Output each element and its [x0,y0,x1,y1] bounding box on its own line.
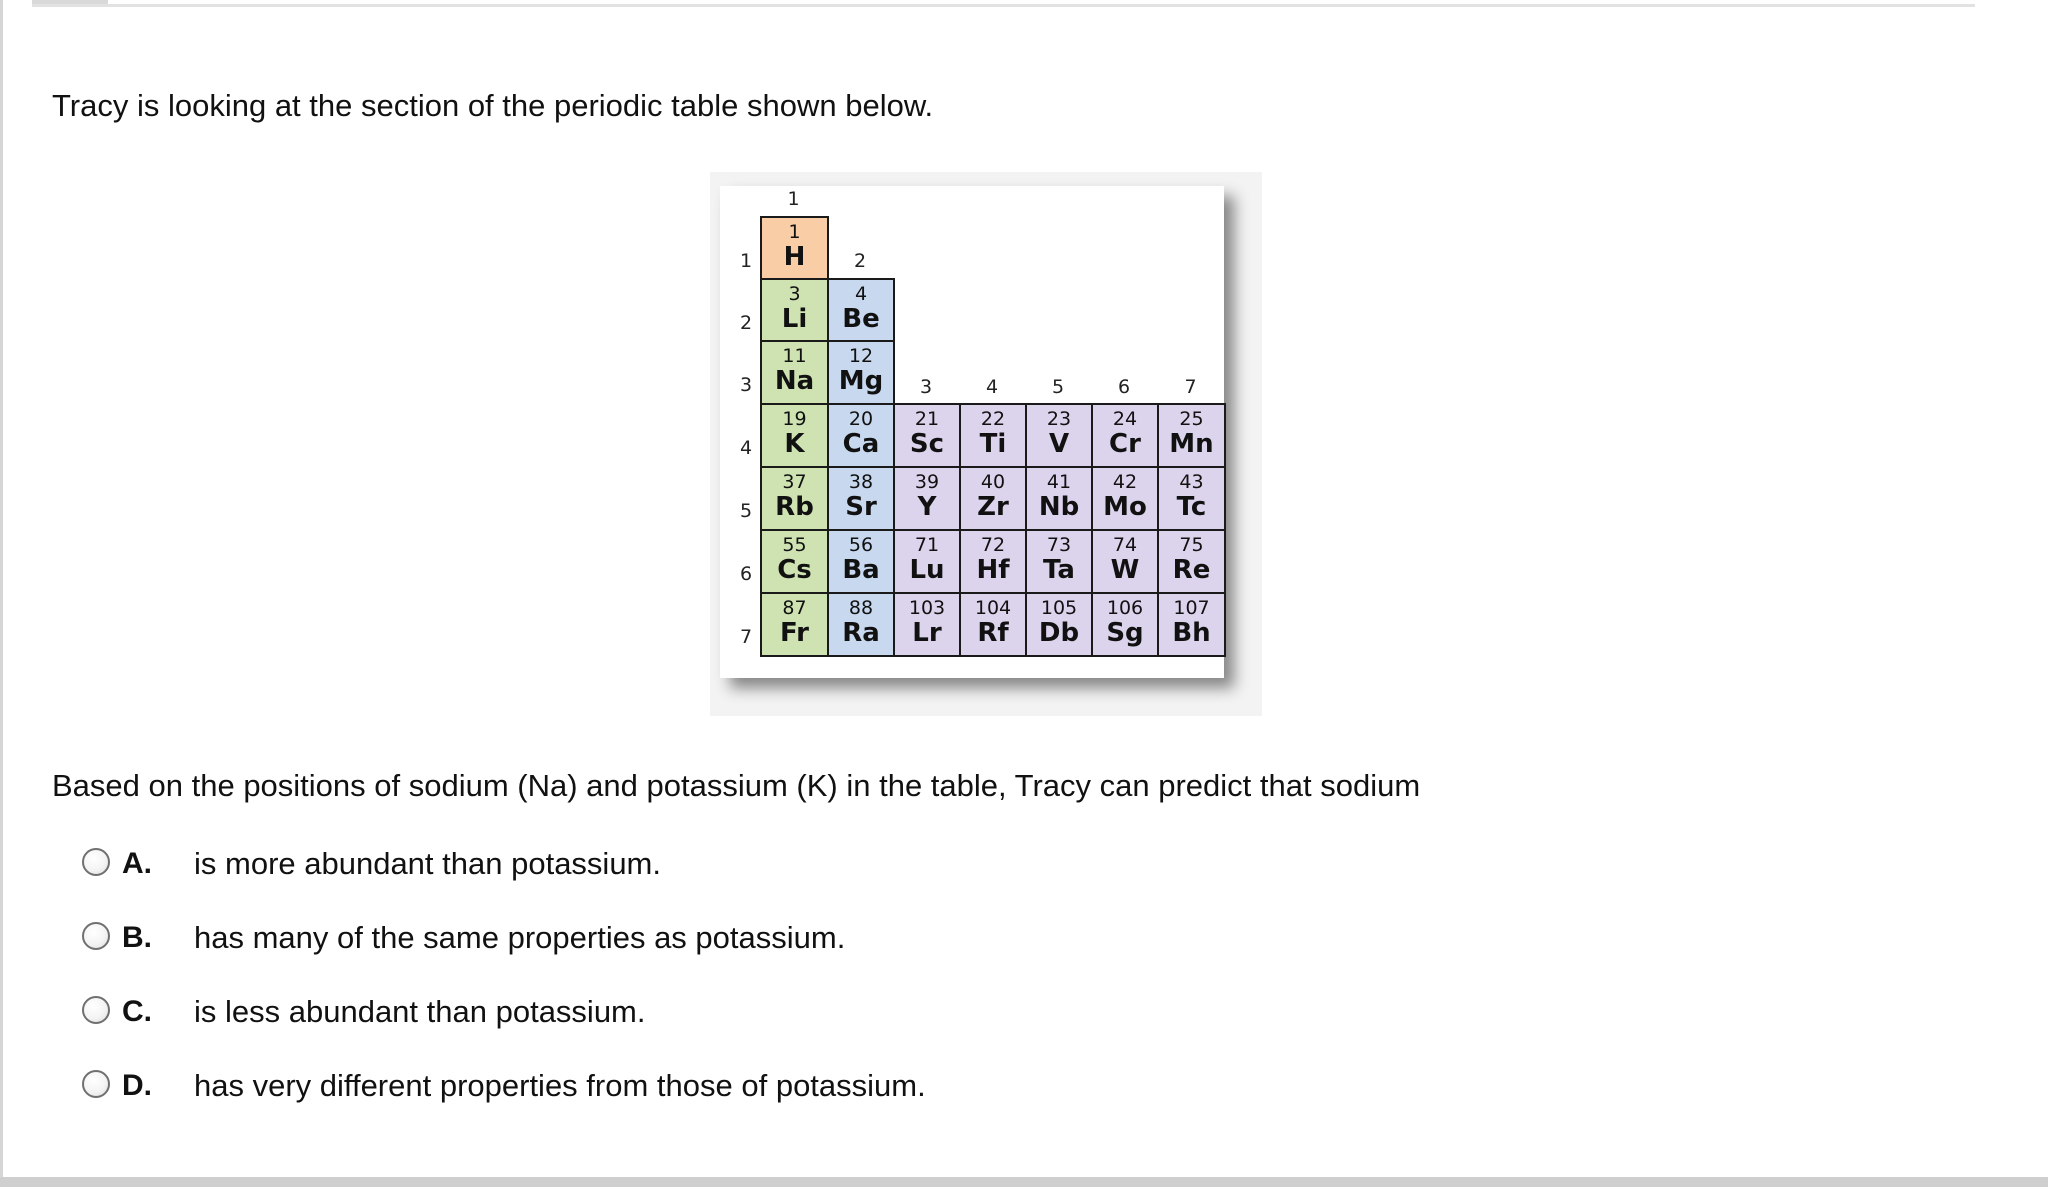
element-be [827,278,895,343]
atomic-number: 40 [980,471,1006,493]
group-label-1: 1 [787,188,800,210]
element-symbol: Sc [909,429,945,459]
element-lu [893,529,961,594]
question-prompt: Based on the positions of sodium (Na) and potassium (K) in the table, Tracy can predict that sodium [52,768,1421,803]
element-rb [760,466,829,531]
atomic-number: 23 [1046,408,1072,430]
element-symbol: Mo [1103,492,1147,522]
element-mo [1091,466,1159,531]
atomic-number: 43 [1179,471,1204,493]
element-nb [1025,466,1093,531]
element-symbol: Sg [1106,618,1144,648]
choice-a-letter: A. [122,847,152,880]
atomic-number: 88 [848,597,874,619]
element-cr [1091,403,1159,468]
group-label-4: 4 [985,376,999,398]
period-label-7: 7 [739,626,753,648]
element-symbol: Fr [780,618,809,648]
element-symbol: H [783,242,806,272]
element-cs [760,529,829,594]
element-symbol: Cr [1109,429,1141,459]
atomic-number: 12 [848,345,874,367]
element-sr [827,466,895,531]
atomic-number: 75 [1179,534,1204,556]
period-label-5: 5 [739,500,753,522]
atomic-number: 42 [1112,471,1138,493]
element-ti [959,403,1027,468]
atomic-number: 41 [1046,471,1072,493]
element-symbol: Li [781,304,808,334]
element-symbol: K [784,429,805,459]
atomic-number: 22 [980,408,1006,430]
element-ra [827,592,895,657]
question-text: Tracy is looking at the section of the periodic table shown below. [52,88,934,123]
element-db [1025,592,1093,657]
atomic-number: 37 [782,471,807,493]
atomic-number: 103 [908,597,946,619]
element-symbol: Be [842,304,880,334]
choice-d-text[interactable]: has very different properties from those of potassium. [194,1068,926,1103]
choice-d-letter: D. [122,1069,152,1102]
atomic-number: 104 [974,597,1012,619]
atomic-number: 56 [848,534,874,556]
bottom-scroll-bar [0,1177,2048,1187]
period-label-2: 2 [739,312,753,334]
element-symbol: Ba [842,555,880,585]
element-zr [959,466,1027,531]
element-symbol: Zr [977,492,1009,522]
atomic-number: 105 [1040,597,1078,619]
choice-b-text[interactable]: has many of the same properties as potassium. [194,920,846,955]
atomic-number: 11 [782,345,807,367]
radio-button-c[interactable] [82,996,110,1024]
element-mn [1157,403,1226,468]
element-symbol: V [1048,429,1070,459]
element-symbol: Hf [976,555,1010,585]
choice-c-text[interactable]: is less abundant than potassium. [194,994,646,1029]
period-label-6: 6 [739,563,753,585]
atomic-number: 3 [788,283,801,305]
group-label-2: 2 [853,250,867,272]
periodic-table [720,186,1224,678]
element-symbol: Tc [1176,492,1207,522]
element-symbol: Nb [1038,492,1080,522]
element-symbol: Ti [979,429,1007,459]
atomic-number: 73 [1046,534,1072,556]
period-label-1: 1 [739,250,753,272]
group-label-6: 6 [1117,376,1131,398]
element-h [760,216,829,281]
element-na [760,340,829,405]
atomic-number: 107 [1173,597,1210,619]
element-lr [893,592,961,657]
element-li [760,278,829,343]
period-label-3: 3 [739,374,753,396]
element-fr [760,592,829,657]
element-ca [827,403,895,468]
element-symbol: Ra [842,618,880,648]
element-sc [893,403,961,468]
element-symbol: Y [917,492,937,522]
radio-button-b[interactable] [82,922,110,950]
atomic-number: 106 [1106,597,1144,619]
element-hf [959,529,1027,594]
choice-b-letter: B. [122,921,152,954]
atomic-number: 87 [782,597,807,619]
top-divider [32,4,1975,7]
radio-button-d[interactable] [82,1070,110,1098]
atomic-number: 72 [980,534,1006,556]
element-sg [1091,592,1159,657]
element-v [1025,403,1093,468]
element-symbol: Rb [775,492,814,522]
element-symbol: Bh [1172,618,1211,648]
period-label-4: 4 [739,437,753,459]
element-symbol: Sr [845,492,877,522]
atomic-number: 38 [848,471,874,493]
element-symbol: Rf [977,618,1009,648]
element-symbol: Mn [1169,429,1214,459]
element-symbol: W [1110,555,1140,585]
atomic-number: 24 [1112,408,1138,430]
atomic-number: 25 [1179,408,1204,430]
element-symbol: Cs [777,555,812,585]
element-symbol: Db [1038,618,1080,648]
atomic-number: 4 [854,283,868,305]
element-symbol: Lu [909,555,945,585]
atomic-number: 19 [782,408,807,430]
atomic-number: 74 [1112,534,1138,556]
element-bh [1157,592,1226,657]
element-ta [1025,529,1093,594]
atomic-number: 39 [914,471,940,493]
element-ba [827,529,895,594]
atomic-number: 20 [848,408,874,430]
element-tc [1157,466,1226,531]
element-symbol: Re [1172,555,1211,585]
periodic-table-figure [720,186,1224,678]
element-k [760,403,829,468]
group-label-3: 3 [919,376,933,398]
element-w [1091,529,1159,594]
atomic-number: 21 [914,408,940,430]
choice-c-letter: C. [122,995,152,1028]
group-label-5: 5 [1051,376,1065,398]
element-mg [827,340,895,405]
element-symbol: Lr [912,618,942,648]
element-y [893,466,961,531]
element-symbol: Na [774,366,815,396]
element-re [1157,529,1226,594]
element-symbol: Ca [842,429,880,459]
atomic-number: 71 [914,534,940,556]
atomic-number: 55 [782,534,807,556]
frame-left-border [0,0,3,1187]
element-rf [959,592,1027,657]
radio-button-a[interactable] [82,848,110,876]
element-symbol: Ta [1043,555,1075,585]
element-symbol: Mg [838,366,884,396]
atomic-number: 1 [788,221,801,243]
group-label-7: 7 [1184,376,1197,398]
choice-a-text[interactable]: is more abundant than potassium. [194,846,661,881]
